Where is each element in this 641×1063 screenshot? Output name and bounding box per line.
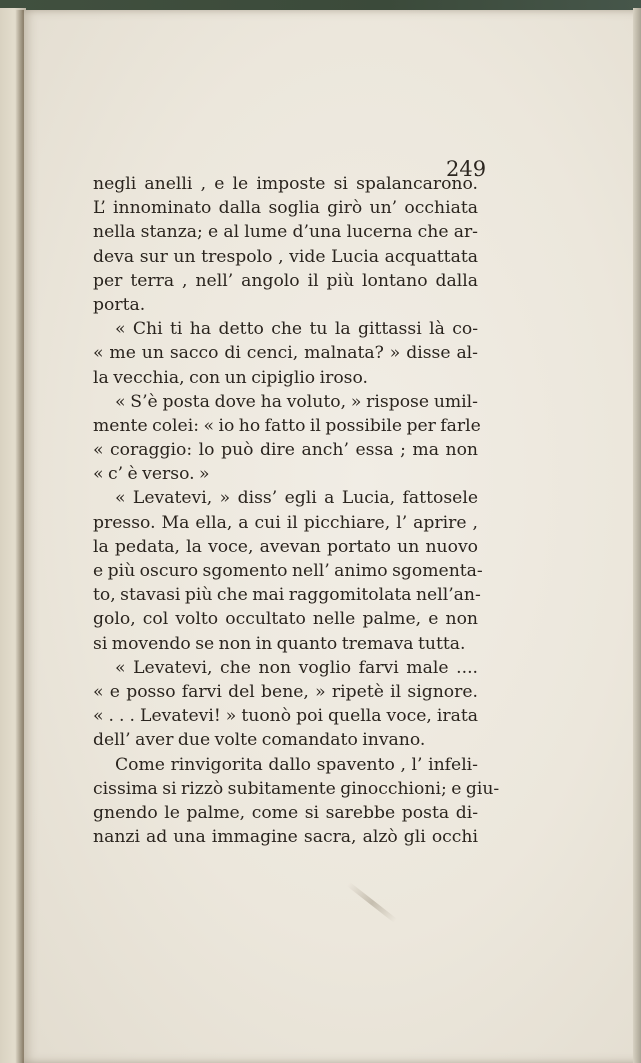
text-line: dell’ aver due volte comandato invano. [93,730,426,751]
text-line: negli anelli , e le imposte si spalancarono. [93,174,478,194]
text-line: nella stanza; e al lume d’una lucerna che ar- [93,222,478,243]
text-line: la vecchia, con un cipiglio iroso. [93,367,369,388]
text-line: nanzi ad una immagine sacra, alzò gli occhi [93,827,478,848]
text-line: « me un sacco di cenci, malnata? » disse al- [93,343,478,364]
text-line: « coraggio: lo può dire anch’ essa ; ma non [93,440,478,461]
text-line: porta. [93,294,146,315]
text-line: « Chi ti ha detto che tu la gittassi là co- [115,319,478,340]
text-line: L’ innominato dalla soglia girò un’ occhiata [93,198,478,219]
text-line: presso. Ma ella, a cui il picchiare, l’ aprire , [93,512,478,533]
text-line: si movendo se non in quanto tremava tutta. [93,633,466,654]
text-line: la pedata, la voce, avevan portato un nuovo [93,536,478,557]
gutter-shadow [16,10,24,1063]
text-line: to, stavasi più che mai raggomitolata nell’an- [93,585,481,606]
page-number: 249 [446,157,487,181]
text-line: « Levatevi, che non voglio farvi male .... [115,657,478,678]
text-line: « c’ è verso. » [93,464,210,485]
text-line: « . . . Levatevi! » tuonò poi quella voce, irata [93,706,478,727]
text-line: « e posso farvi del bene, » ripetè il signore. [93,681,478,702]
text-line: e più oscuro sgomento nell’ animo sgomenta- [93,561,483,581]
text-line: cissima si rizzò subitamente ginocchioni; e giu- [93,778,500,799]
text-line: « S’è posta dove ha voluto, » rispose umil- [115,391,478,412]
text-line: deva sur un trespolo , vide Lucia acquattata [93,246,478,267]
body-text [93,172,500,849]
text-line: Come rinvigorita dallo spavento , l’ infeli- [115,754,478,775]
text-line: gnendo le palme, come si sarebbe posta di- [93,802,478,823]
text-line: « Levatevi, » diss’ egli a Lucia, fattosele [115,488,478,509]
text-line: mente colei: « io ho fatto il possibile per farle [93,415,481,436]
text-line: per terra , nell’ angolo il più lontano dalla [93,270,478,291]
right-page-edge [633,8,641,1063]
paper-crease [347,882,397,923]
text-line: golo, col volto occultato nelle palme, e non [93,609,478,630]
